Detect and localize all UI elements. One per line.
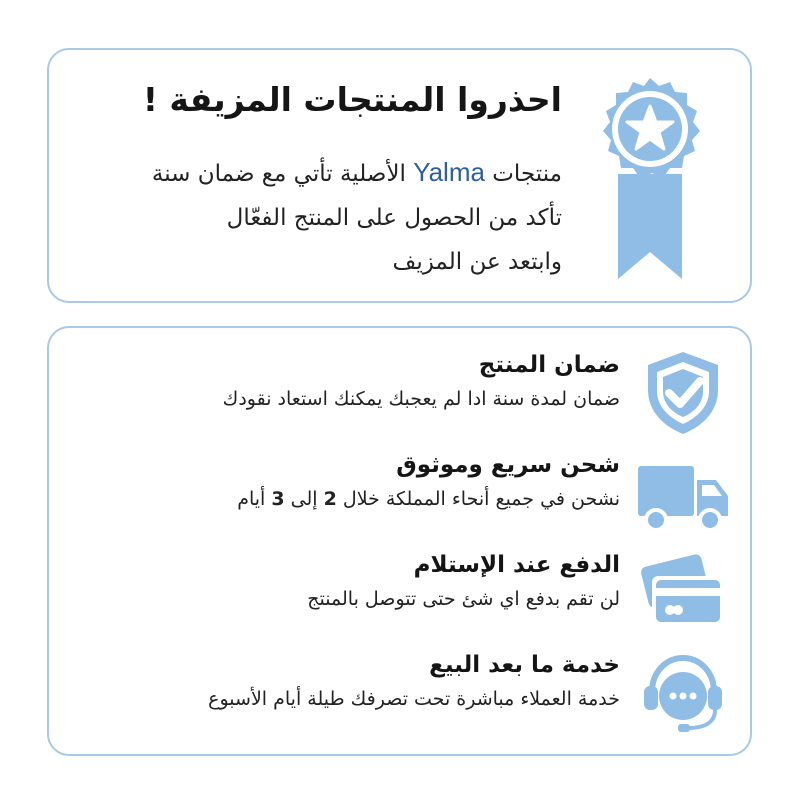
feature-description: لن تقم بدفع اي شئ حتى تتوصل بالمنتج bbox=[307, 588, 620, 610]
feature-title: خدمة ما بعد البيع bbox=[429, 652, 620, 678]
feature-description bbox=[237, 488, 620, 510]
feature-after-sales bbox=[49, 648, 750, 738]
warning-title: احذروا المنتجات المزيفة ! bbox=[142, 80, 562, 119]
feature-cash-on-delivery bbox=[49, 548, 750, 638]
warning-card bbox=[47, 48, 752, 303]
shipping-desc-prefix: نشحن في جميع أنحاء المملكة خلال bbox=[342, 488, 620, 510]
feature-shipping bbox=[49, 448, 750, 538]
warning-line-1 bbox=[152, 150, 562, 196]
feature-description: ضمان لمدة سنة ادا لم يعجبك يمكنك استعاد نقودك bbox=[222, 388, 620, 410]
feature-title: ضمان المنتج bbox=[478, 352, 620, 378]
warning-line-1-suffix: الأصلية تأتي مع ضمان سنة bbox=[151, 161, 406, 187]
credit-card-icon bbox=[638, 548, 728, 638]
feature-warranty bbox=[49, 348, 750, 438]
warning-line-2: تأكد من الحصول على المنتج الفعّال bbox=[226, 205, 562, 231]
shipping-desc-mid: إلى bbox=[290, 488, 318, 510]
warning-line-1-prefix: منتجات bbox=[492, 161, 562, 187]
delivery-truck-icon bbox=[638, 448, 728, 538]
feature-description: خدمة العملاء مباشرة تحت تصرفك طيلة أيام الأسبوع bbox=[208, 688, 620, 710]
warning-line-3: وابتعد عن المزيف bbox=[392, 249, 562, 275]
shield-check-icon bbox=[638, 348, 728, 438]
feature-title: الدفع عند الإستلام bbox=[413, 552, 620, 578]
feature-title: شحن سريع وموثوق bbox=[396, 452, 620, 478]
shipping-min-days: 2 bbox=[323, 488, 337, 510]
features-card bbox=[47, 326, 752, 756]
brand-name: Yalma bbox=[413, 157, 485, 187]
headset-support-icon bbox=[638, 648, 728, 738]
award-ribbon-star-icon bbox=[588, 74, 712, 286]
shipping-desc-suffix: أيام bbox=[237, 488, 266, 510]
warning-body bbox=[152, 150, 562, 284]
shipping-max-days: 3 bbox=[271, 488, 285, 510]
